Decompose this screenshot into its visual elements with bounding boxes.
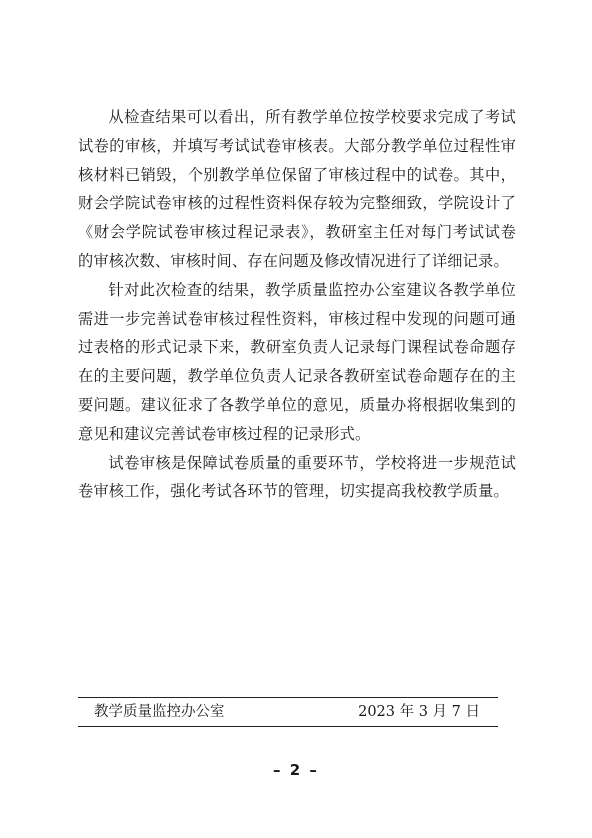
paragraph-inspection-results: 从检查结果可以看出，所有教学单位按学校要求完成了考试试卷的审核，并填写考试试卷审核表。大部分教学单位过程性审核材料已销毁，个别教学单位保留了审核过程中的试卷。其中，财会学院试卷审核的过程性资料保存较为完整细致，学院设计了《财会学院试卷审核过程记录表》，教研室主任对每门考试试卷的审核次数、审核时间、存在问题及修改情况进行了详细记录。 <box>78 108 516 270</box>
issue-date: 2023 年 3 月 7 日 <box>358 704 480 720</box>
page-number: – 2 – <box>273 761 319 779</box>
paragraph-conclusion: 试卷审核是保障试卷质量的重要环节，学校将进一步规范试卷审核工作，强化考试各环节的管理，切实提高我校教学质量。 <box>78 453 516 501</box>
paragraph-recommendations: 针对此次检查的结果，教学质量监控办公室建议各教学单位需进一步完善试卷审核过程性资料，审核过程中发现的问题可通过表格的形式记录下来，教研室负责人记录每门课程试卷命题存在的主要问题，教学单位负责人记录各教研室试卷命题存在的主要问题。建议征求了各教学单位的意见，质量办将根据收集到的意见和建议完善试卷审核过程的记录形式。 <box>78 280 516 443</box>
document-body <box>78 103 516 506</box>
issuing-organization: 教学质量监控办公室 <box>94 704 225 720</box>
document-footer <box>78 697 498 727</box>
